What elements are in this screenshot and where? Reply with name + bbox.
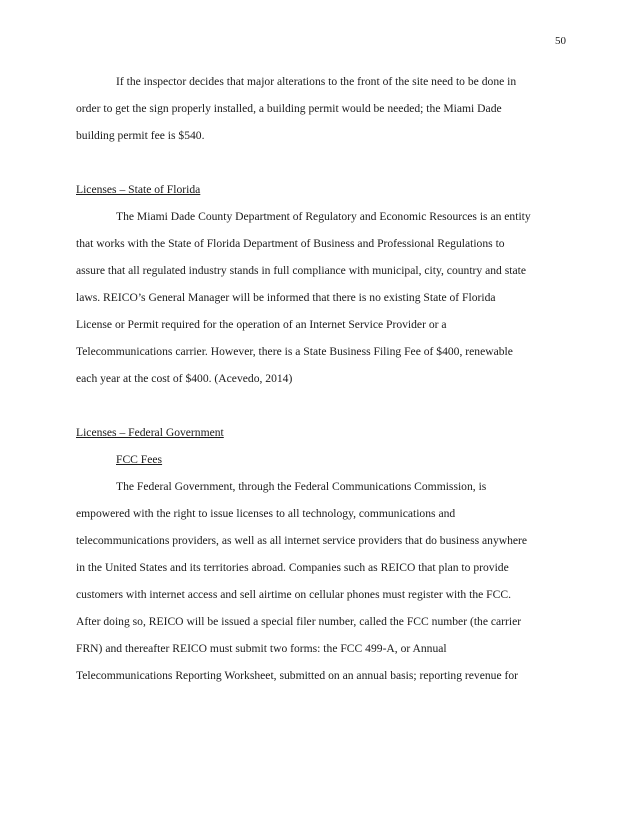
paragraph-line: The Miami Dade County Department of Regulatory and Economic Resources is an entity: [116, 210, 531, 223]
section-heading-federal-licenses: Licenses – Federal Government: [76, 426, 224, 439]
paragraph-line: The Federal Government, through the Federal Communications Commission, is: [116, 480, 487, 493]
paragraph-line: License or Permit required for the operation of an Internet Service Provider or a: [76, 318, 447, 331]
paragraph-line: customers with internet access and sell airtime on cellular phones must register with the FCC.: [76, 588, 511, 601]
paragraph-gap: [76, 392, 566, 419]
subheading-fcc-fees: FCC Fees: [116, 453, 163, 466]
paragraph-line: If the inspector decides that major alterations to the front of the site need to be done in: [116, 75, 517, 88]
paragraph-line: laws. REICO’s General Manager will be informed that there is no existing State of Florida: [76, 291, 496, 304]
paragraph-line: building permit fee is $540.: [76, 129, 205, 142]
paragraph-line: order to get the sign properly installed, a building permit would be needed; the Miami Dade: [76, 102, 502, 115]
paragraph-gap: [76, 149, 566, 176]
paragraph-line: empowered with the right to issue licenses to all technology, communications and: [76, 507, 456, 520]
paragraph-line: Telecommunications Reporting Worksheet, submitted on an annual basis; reporting revenue for: [76, 669, 519, 682]
paragraph-line: FRN) and thereafter REICO must submit two forms: the FCC 499-A, or Annual: [76, 642, 447, 655]
section-heading-state-licenses: Licenses – State of Florida: [76, 183, 201, 196]
paragraph-line: After doing so, REICO will be issued a special filer number, called the FCC number (the carrier: [76, 615, 522, 628]
paragraph-line: each year at the cost of $400. (Acevedo, 2014): [76, 372, 293, 385]
paragraph-line: assure that all regulated industry stands in full compliance with municipal, city, country and state: [76, 264, 526, 277]
paragraph-line: that works with the State of Florida Department of Business and Professional Regulations to: [76, 237, 505, 250]
paragraph-state-licenses: [76, 203, 566, 392]
page-number: 50: [555, 35, 566, 47]
paragraph-line: in the United States and its territories abroad. Companies such as REICO that plan to provide: [76, 561, 509, 574]
paragraph-line: telecommunications providers, as well as all internet service providers that do business anywhere: [76, 534, 528, 547]
paragraph-fcc-fees: [76, 473, 566, 689]
document-body: [76, 68, 566, 689]
paragraph-line: Telecommunications carrier. However, there is a State Business Filing Fee of $400, renewable: [76, 345, 513, 358]
paragraph-building-permit: [76, 68, 566, 149]
